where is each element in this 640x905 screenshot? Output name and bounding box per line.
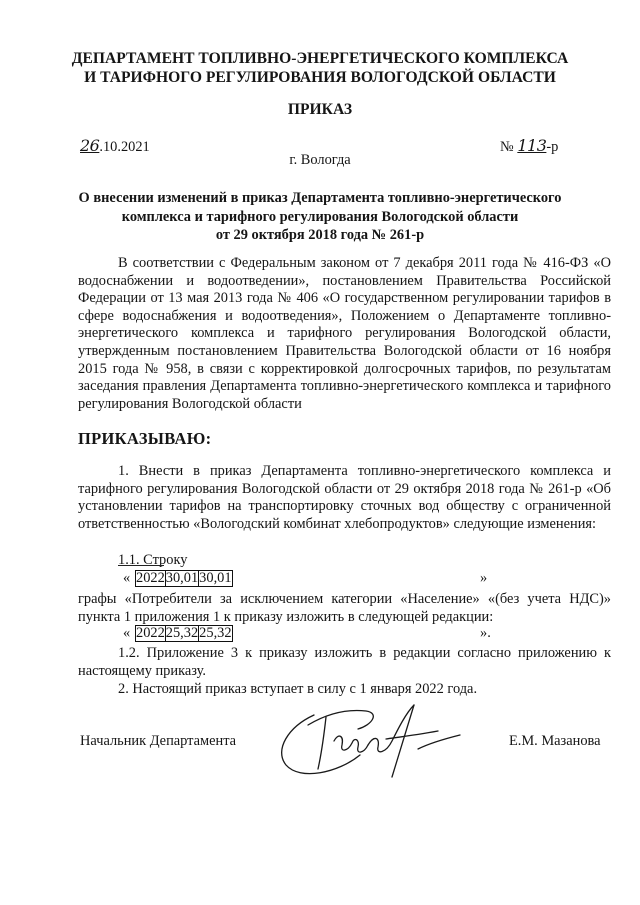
order-city: г. Вологда: [289, 152, 351, 168]
item-1-paragraph: 1. Внести в приказ Департамента топливно-энергетического комплекса и тарифного регулирования Вологодской области от 29 октября 2018 года № 261-р «Об установлении тарифов на транспортировку сточных вод обществу с ограниченной ответственностью «Вологодский комбинат хлебопродуктов» следующие изменения:: [78, 463, 611, 532]
department-header: [0, 49, 640, 87]
order-subject-line3: от 29 октября 2018 года № 261-р: [215, 227, 425, 243]
order-subject-line2: комплекса и тарифного регулирования Вологодской области: [121, 208, 519, 225]
department-header-line2: И ТАРИФНОГО РЕГУЛИРОВАНИЯ ВОЛОГОДСКОЙ ОБЛАСТИ: [84, 69, 556, 86]
old-row-value-1: 30,01: [165, 570, 199, 586]
signatory-position: Начальник Департамента: [80, 733, 237, 749]
order-number-suffix: -р: [546, 139, 559, 155]
new-row-table: [135, 625, 233, 642]
new-row-value-2: 25,32: [199, 625, 232, 641]
item-1-1-label: 1.1. Строку: [118, 552, 188, 568]
department-header-line1: ДЕПАРТАМЕНТ ТОПЛИВНО-ЭНЕРГЕТИЧЕСКОГО КОМПЛЕКСА: [71, 50, 569, 67]
between-paragraph: графы «Потребители за исключением категории «Население» «(без учета НДС)» пункта 1 приложения 1 к приказу изложить в следующей редакции:: [78, 591, 611, 625]
old-row-value-2: 30,01: [199, 570, 232, 586]
new-row-close-quote: ».: [480, 625, 491, 641]
handwritten-signature: [268, 695, 468, 785]
order-subject-line1: О внесении изменений в приказ Департамента топливно-энергетического: [78, 190, 562, 206]
old-row-year: 2022: [136, 570, 165, 586]
order-title: ПРИКАЗ: [287, 101, 353, 118]
order-date-rest: .10.2021: [99, 139, 150, 155]
preamble-paragraph: В соответствии с Федеральным законом от 7 декабря 2011 года № 416-ФЗ «О водоснабжении и водоотведении», постановлением Правительства Российской Федерации от 13 мая 2013 года № 406 «О государственном регулировании тарифов в сфере водоснабжения и водоотведения», Положением о Департаменте топливно-энергетического комплекса и тарифного регулирования Вологодской области, утвержденным постановлением Правительства Вологодской области от 16 ноября 2015 года № 958, в связи с корректировкой долгосрочных тарифов, по результатам заседания правления Департамента топливно-энергетического комплекса и тарифного регулирования Вологодской области: [78, 255, 611, 412]
item-1-1-underline: [118, 565, 164, 566]
decree-word: ПРИКАЗЫВАЮ:: [78, 429, 212, 448]
new-row-value-1: 25,32: [165, 625, 199, 641]
old-row-table: [135, 570, 233, 587]
order-subject: [60, 189, 580, 245]
item-2-paragraph: 2. Настоящий приказ вступает в силу с 1 января 2022 года.: [118, 681, 478, 697]
old-row-open-quote: «: [123, 570, 131, 586]
old-row-close-quote: »: [480, 570, 488, 586]
signatory-name: Е.М. Мазанова: [509, 733, 601, 749]
item-1-2-paragraph: 1.2. Приложение 3 к приказу изложить в редакции согласно приложению к настоящему приказу.: [78, 645, 611, 679]
new-row-year: 2022: [136, 625, 165, 641]
order-date-day: 26: [80, 136, 100, 155]
new-row-open-quote: «: [123, 625, 131, 641]
order-number-value: 113: [517, 136, 547, 155]
order-number-prefix: №: [500, 139, 514, 155]
